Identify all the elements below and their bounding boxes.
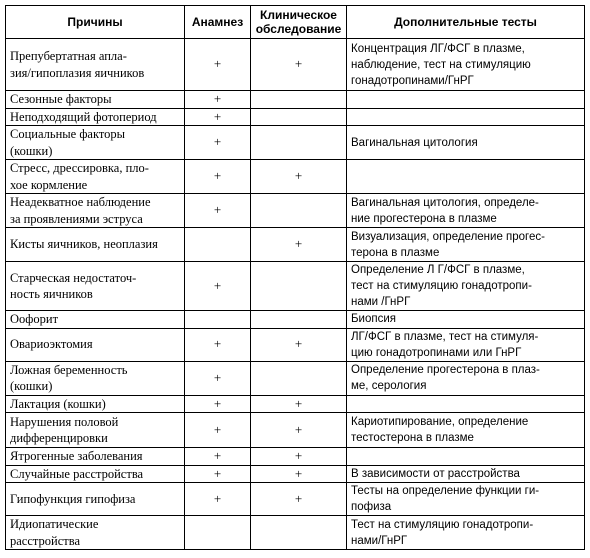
additional-tests-cell	[347, 395, 585, 413]
additional-tests-text: Кариотипирование, определение тестостерона в плазме	[351, 416, 529, 444]
clinical-exam-cell: +	[251, 395, 347, 413]
additional-tests-cell	[347, 413, 585, 448]
table-row	[6, 413, 585, 448]
clinical-exam-cell: +	[251, 465, 347, 483]
additional-tests-cell	[347, 328, 585, 361]
clinical-exam-cell	[251, 311, 347, 329]
clinical-exam-cell: +	[251, 413, 347, 448]
table-row	[6, 465, 585, 483]
additional-tests-text: Определение Л Г/ФСГ в плазме, тест на стимуляцию гонадотропи- нами /ГнРГ	[351, 264, 532, 308]
additional-tests-cell	[347, 126, 585, 160]
anamnesis-cell: +	[185, 448, 251, 466]
cause-cell: Препубертатная апла- зия/гипоплазия яичников	[6, 39, 185, 91]
table-row	[6, 160, 585, 194]
additional-tests-cell	[347, 465, 585, 483]
anamnesis-cell: +	[185, 413, 251, 448]
additional-tests-cell	[347, 39, 585, 91]
additional-tests-text: Биопсия	[351, 313, 396, 326]
anamnesis-cell: +	[185, 483, 251, 516]
anamnesis-cell: +	[185, 465, 251, 483]
cause-cell: Ятрогенные заболевания	[6, 448, 185, 466]
additional-tests-text: Вагинальная цитология	[351, 136, 478, 149]
additional-tests-cell	[347, 228, 585, 262]
clinical-exam-cell	[251, 108, 347, 126]
table-row	[6, 328, 585, 361]
additional-tests-text: Концентрация ЛГ/ФСГ в плазме, наблюдение, тест на стимуляцию гонадотропинами/ГнРГ	[351, 42, 531, 87]
clinical-exam-cell: +	[251, 228, 347, 262]
anamnesis-cell: +	[185, 361, 251, 395]
clinical-exam-cell: +	[251, 483, 347, 516]
header-row	[6, 6, 585, 39]
additional-tests-text: Вагинальная цитология, определе- ние прогестерона в плазме	[351, 196, 539, 225]
table-row	[6, 108, 585, 126]
additional-tests-cell	[347, 516, 585, 550]
additional-tests-text: Тесты на определение функции ги- пофиза	[351, 485, 540, 513]
cause-cell: Лактация (кошки)	[6, 395, 185, 413]
table-row	[6, 262, 585, 311]
anamnesis-cell: +	[185, 395, 251, 413]
additional-tests-cell	[347, 91, 585, 109]
table-row	[6, 39, 585, 91]
cause-cell: Неадекватное наблюдение за проявлениями эструса	[6, 194, 185, 228]
additional-tests-cell	[347, 361, 585, 395]
anamnesis-cell: +	[185, 194, 251, 228]
clinical-exam-cell	[251, 126, 347, 160]
anamnesis-cell	[185, 516, 251, 550]
additional-tests-text: В зависимости от расстройства	[351, 467, 520, 480]
table-row	[6, 228, 585, 262]
table-row	[6, 194, 585, 228]
table-row	[6, 448, 585, 466]
clinical-exam-cell: +	[251, 328, 347, 361]
header-clinical-exam: Клиническое обследование	[251, 6, 347, 39]
anamnesis-cell: +	[185, 262, 251, 311]
additional-tests-cell	[347, 262, 585, 311]
additional-tests-cell	[347, 160, 585, 194]
additional-tests-cell	[347, 194, 585, 228]
anamnesis-cell: +	[185, 108, 251, 126]
table-row	[6, 311, 585, 329]
clinical-exam-cell: +	[251, 39, 347, 91]
cause-cell: Случайные расстройства	[6, 465, 185, 483]
additional-tests-cell	[347, 448, 585, 466]
anamnesis-cell: +	[185, 328, 251, 361]
table-row	[6, 91, 585, 109]
header-anamnesis: Анамнез	[185, 6, 251, 39]
cause-cell: Ложная беременность (кошки)	[6, 361, 185, 395]
cause-cell: Социальные факторы (кошки)	[6, 126, 185, 160]
anamnesis-cell: +	[185, 91, 251, 109]
cause-cell: Нарушения половой дифференцировки	[6, 413, 185, 448]
additional-tests-cell	[347, 483, 585, 516]
cause-cell: Гипофункция гипофиза	[6, 483, 185, 516]
header-causes: Причины	[6, 6, 185, 39]
cause-cell: Оофорит	[6, 311, 185, 329]
table-row	[6, 516, 585, 550]
additional-tests-text: Тест на стимуляцию гонадотропи- нами/ГнРГ	[351, 518, 534, 547]
clinical-exam-cell	[251, 262, 347, 311]
cause-cell: Идиопатические расстройства	[6, 516, 185, 550]
additional-tests-cell	[347, 108, 585, 126]
cause-cell: Стресс, дрессировка, пло- хое кормление	[6, 160, 185, 194]
table-row	[6, 483, 585, 516]
clinical-exam-cell: +	[251, 160, 347, 194]
additional-tests-text: ЛГ/ФСГ в плазме, тест на стимуля- цию гонадотропинами или ГнРГ	[351, 330, 539, 359]
anamnesis-cell: +	[185, 126, 251, 160]
anamnesis-cell: +	[185, 39, 251, 91]
anamnesis-cell	[185, 311, 251, 329]
additional-tests-text: Визуализация, определение прогес- терона в плазме	[351, 230, 545, 259]
cause-cell: Овариоэктомия	[6, 328, 185, 361]
table-row	[6, 395, 585, 413]
clinical-exam-cell	[251, 516, 347, 550]
cause-cell: Неподходящий фотопериод	[6, 108, 185, 126]
clinical-exam-cell: +	[251, 448, 347, 466]
clinical-exam-cell	[251, 91, 347, 109]
clinical-exam-cell	[251, 361, 347, 395]
anamnesis-cell	[185, 228, 251, 262]
cause-cell: Сезонные факторы	[6, 91, 185, 109]
causes-table	[5, 5, 585, 550]
clinical-exam-cell	[251, 194, 347, 228]
additional-tests-cell	[347, 311, 585, 329]
cause-cell: Старческая недостаточ- ность яичников	[6, 262, 185, 311]
cause-cell: Кисты яичников, неоплазия	[6, 228, 185, 262]
anamnesis-cell: +	[185, 160, 251, 194]
table-row	[6, 361, 585, 395]
header-additional-tests: Дополнительные тесты	[347, 6, 585, 39]
table-row	[6, 126, 585, 160]
additional-tests-text: Определение прогестерона в плаз- ме, серология	[351, 364, 540, 392]
